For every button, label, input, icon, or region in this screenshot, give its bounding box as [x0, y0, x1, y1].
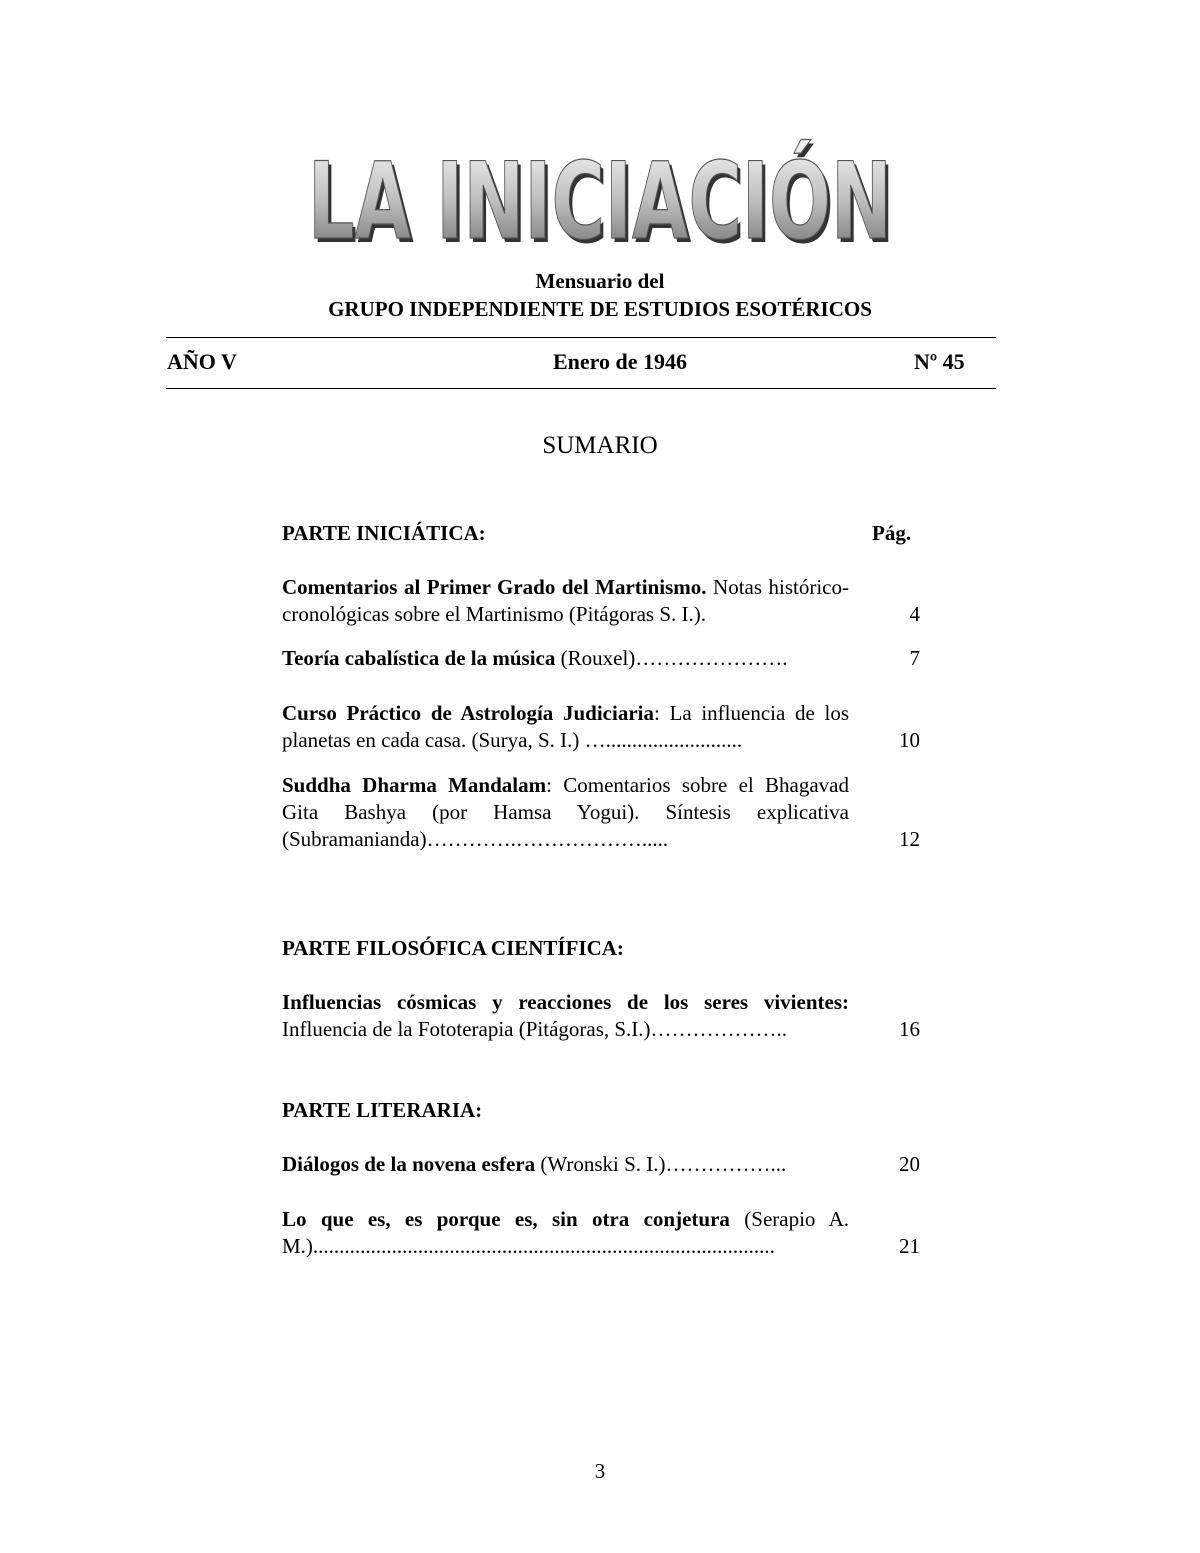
toc-entry: [282, 1206, 849, 1260]
toc-entry: [282, 574, 849, 628]
masthead-logo: [300, 138, 900, 250]
toc-entry: [282, 989, 849, 1043]
publisher-line-1: Mensuario del: [535, 269, 665, 293]
toc-entry: [282, 645, 849, 672]
toc-entry-detail: Notas histórico-cronológicas sobre el Martinismo (Pitágoras S. I.).: [282, 575, 849, 626]
page-column-label: Pág.: [872, 521, 912, 545]
issue-date: Enero de 1946: [552, 349, 688, 374]
toc-entry-detail: Influencia de la Fototerapia (Pitágoras, S.I.)………………..: [282, 1017, 788, 1041]
toc-entry-page: 16: [899, 1017, 920, 1041]
toc-entry-title: Suddha Dharma Mandalam: [282, 773, 547, 797]
toc-entry-page: 21: [899, 1234, 920, 1258]
issue-number: Nº 45: [914, 349, 965, 374]
section-iniciatica: PARTE INICIÁTICA:: [282, 521, 486, 545]
toc-entry-page: 10: [899, 728, 920, 752]
top-rule: [166, 337, 996, 338]
toc-entry-page: 4: [909, 602, 920, 626]
toc-entry-page: 12: [899, 827, 920, 851]
toc-entry-detail: (Serapio A. M.)........................................................................................: [282, 1207, 849, 1258]
toc-entry-title: Diálogos de la novena esfera: [282, 1152, 536, 1176]
toc-entry-title: Curso Práctico de Astrología Judiciaria: [282, 701, 654, 725]
toc-entry-detail: (Wronski S. I.)……………...: [535, 1152, 787, 1176]
page-number: 3: [594, 1459, 606, 1483]
issue-year: AÑO V: [167, 349, 237, 374]
bottom-rule: [166, 388, 996, 389]
toc-entry-detail: (Rouxel)………………….: [555, 646, 788, 670]
toc-entry-detail: : Comentarios sobre el Bhagavad Gita Bashya (por Hamsa Yogui). Síntesis explicativa (Subramanianda)………….……………….....: [282, 773, 850, 851]
section-literaria: PARTE LITERARIA:: [282, 1098, 483, 1122]
toc-entry-detail: : La influencia de los planetas en cada casa. (Surya, S. I.) …..........................: [282, 701, 849, 752]
toc-entry: [282, 1151, 849, 1178]
toc-entry: [282, 772, 849, 853]
toc-entry-title: Teoría cabalística de la música: [282, 646, 556, 670]
section-filosofica: PARTE FILOSÓFICA CIENTÍFICA:: [282, 936, 624, 960]
toc-entry-page: 20: [899, 1152, 920, 1176]
masthead-title: LA INICIACIÓN: [308, 140, 892, 250]
toc-entry-page: 7: [909, 646, 920, 670]
toc-entry: [282, 700, 849, 754]
toc-entry-title: Influencias cósmicas y reacciones de los seres vivientes:: [282, 990, 849, 1014]
masthead-shadow: LA INICIACIÓN: [311, 144, 895, 250]
sumario-heading: SUMARIO: [542, 432, 658, 459]
toc-entry-title: Lo que es, es porque es, sin otra conjetura: [282, 1207, 730, 1231]
toc-entry-title: Comentarios al Primer Grado del Martinismo.: [282, 575, 707, 599]
publisher-line-2: GRUPO INDEPENDIENTE DE ESTUDIOS ESOTÉRICOS: [328, 297, 872, 321]
